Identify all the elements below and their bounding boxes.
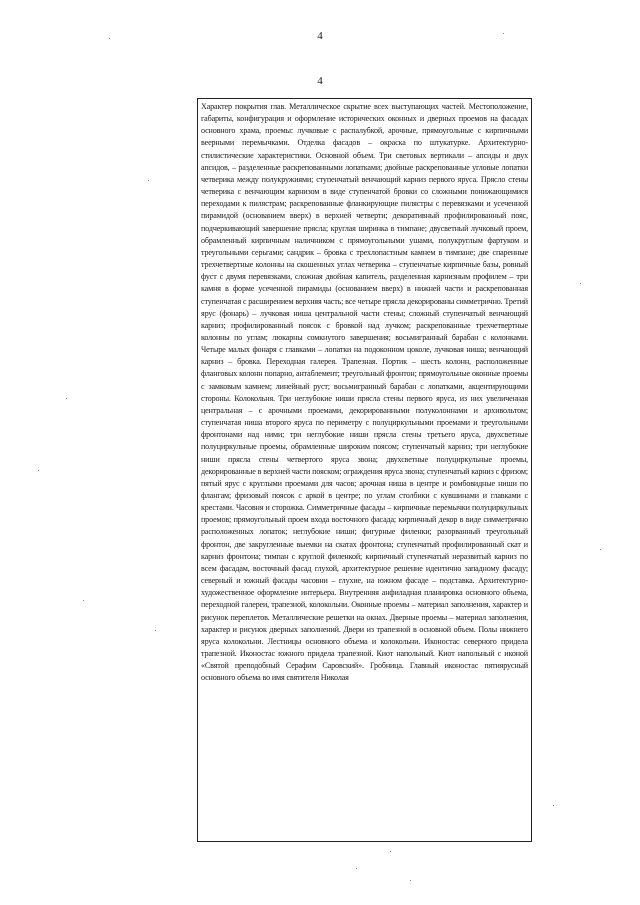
page-number-top: 4 xyxy=(317,30,323,42)
scan-speck xyxy=(503,33,504,34)
scan-speck xyxy=(410,880,411,881)
scan-speck xyxy=(109,38,110,39)
scan-speck xyxy=(66,398,67,399)
scan-speck xyxy=(155,630,156,631)
scan-speck xyxy=(390,851,391,852)
scan-speck xyxy=(356,868,357,869)
scan-speck xyxy=(148,180,149,181)
page-number-inner: 4 xyxy=(317,75,323,87)
content-frame xyxy=(197,98,532,842)
body-text: Характер покрытия глав. Металлическое скрытие всех выступающих частей. Местоположение, габариты, конфигурация и оформление исторических оконных и дверных проемов на фасадах основного храма, проемы: лучковые с распалубкой, арочные, прямоугольные с кирпичными веерными перемычками. Отделка фасадов – окраска по штукатурке. Архитектурно-стилистические характеристики. Основной объем. Три световых вертикали – апсиды и двух апсидов, – разделенные раскрепованными лопатками; двойные раскрепованные угловые лопатки четверика между полукружиями; ступенчатый венчающий карниз первого яруса. Прясло стены четверика с венчающим карнизом в виде ступенчатой бровки со сложными понижающимися переходами к пилястрам; раскрепованные фланкирующие пилястры с перевязками и усеченной пирамидой (основанием вверх) в верхней четверти; декоративный профилированный пояс, подчеркивающий завершение прясла; круглая ширинка в тимпане; двусветный лучковый проем, обрамленный кирпичным наличником с прямоугольными ушами, полукруглым фартуком и треугольными серьгами; сандрик – бровка с трехлопастным камнем в тимпане; две спаренные трехчетвертные колонны на скошенных углах четверика – ступенчатые кирпичные базы, ровный фуст с двумя перевязками, сложная двойная капитель, разделенная карнизным профилем – три камня в форме усеченной пирамиды (основанием вверх) в нижней части и раскрепованная ступенчатая с расширением верхняя часть; все четыре прясла декорированы симметрично. Третий ярус (фонарь) – лучковая ниша центральной части стены; сложный ступенчатый венчающий карниз; профилированный поясок с бровкой над лучком; раскрепованные трехчетвертные колонны по углам; люкарны сомкнутого завершения; восьмигранный барабан с колонками. Четыре малых фонаря с главками – лопатки на подоконном цоколе, лучковая ниша; венчающий карниз – бровка. Переходная галерея. Трапезная. Портик – шесть колонн, расположенные фланговых колонн попарно, антаблемент; треугольный фронтон; прямоугольные оконные проемы с замковым камнем; линейный руст; восьмигранный барабан с лопатками, акцентирующими стороны. Колокольня. Три неглубокие ниши прясла стены первого яруса, из них увеличенная центральная – с арочными проемами, декорированными полуколоннами и архивольтом; ступенчатая ниша второго яруса по периметру с полуциркульными проемами и треугольными фронтонами над ними; три неглубокие ниши прясла стены третьего яруса, двухсветные полуциркульные проемы, обрамленные широким поясом; ступенчатый карниз; три неглубокие ниши прясла стены четвертого яруса звона; двухсветные полуциркульные проемы, декорированные в верхней части пояском; ограждения яруса звона; ступенчатый карниз с фризом; пятый ярус с круглыми проемами для часов; арочная ниша в центре и ромбовидные ниши по флангам; фризовый поясок с аркой в центре; по углам столбики с кувшинами и главками с крестами. Часовня и сторожка. Симметричные фасады – кирпичные перемычки полуциркульных проемов; прямоугольный проем входа восточного фасада; кирпичный декор в виде симметрично расположенных лопаток; неглубокие ниши; фигурные филенки; разорванный треугольный фронтон, две закругленные выемки на скатах фронтона; ступенчатый профилированный скат и карниз фронтона; тимпан с круглой филенкой; кирпичный ступенчатый неразвитый карниз по всем фасадам, восточный фасад глухой, архитектурное решение идентично западному фасаду; северный и южный фасады часовни – глухие, на южном фасаде – подставка. Архитектурно-художественное оформление интерьера. Внутренняя анфиладная планировка основного объема, переходной галереи, трапезной, колокольни. Оконные проемы – материал заполнения, характер и рисунок переплетов. Металлические решетки на окнах. Дверные проемы – материал заполнения, характер и рисунок дверных заполнений. Двери из трапезной в основной объем. Полы нижнего яруса колокольни. Лестницы основного объема и колокольни. Иконостас северного придела трапезной. Иконостас южного придела трапезной. Киот напольный. Киот напольный с иконой «Святой преподобный Серафим Саровский». Гробница. Главный иконостас пятиярусный основного объема во имя святителя Николая xyxy=(201,102,528,683)
scan-speck xyxy=(553,805,554,806)
scan-speck xyxy=(600,549,601,550)
scan-speck xyxy=(38,470,39,471)
scan-speck xyxy=(83,600,84,601)
scan-speck xyxy=(580,283,581,284)
